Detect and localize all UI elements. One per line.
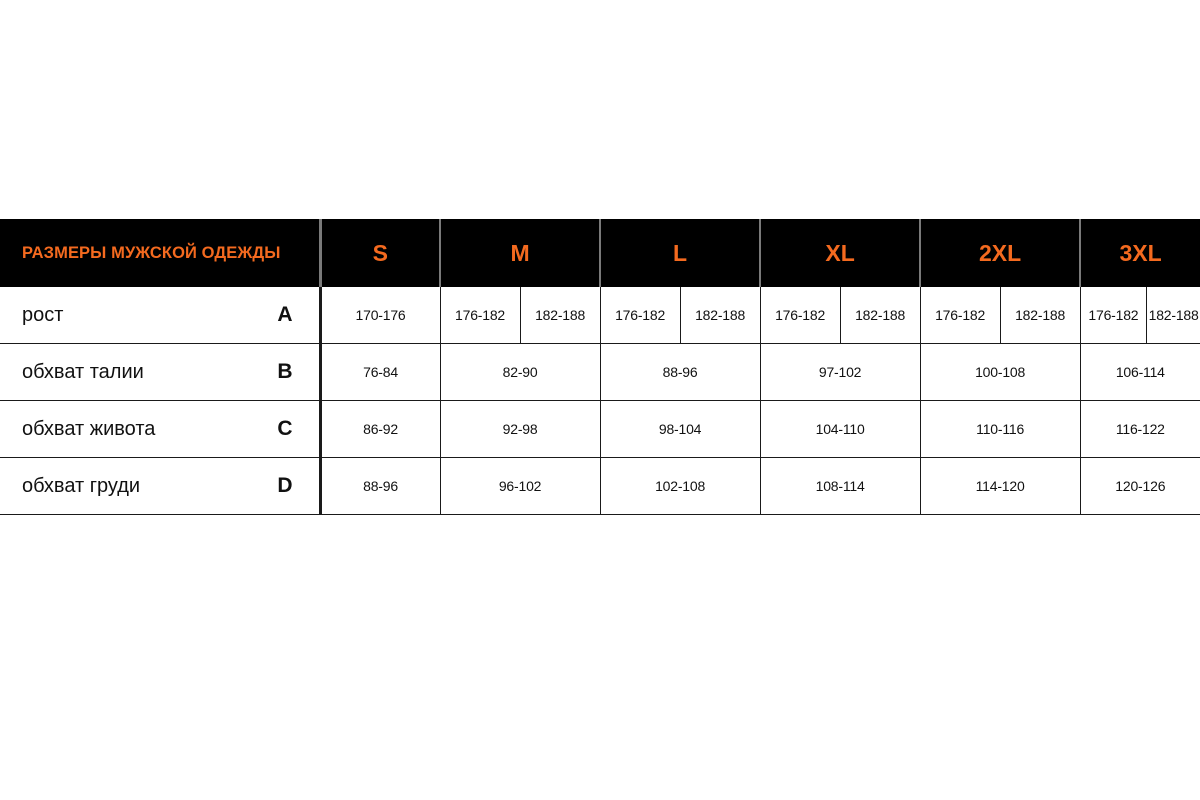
table-cell: 176-182 bbox=[760, 287, 840, 344]
row-label: рост bbox=[22, 303, 64, 326]
row-label-cell bbox=[0, 401, 320, 458]
table-row-waist bbox=[0, 344, 1200, 401]
row-letter: B bbox=[277, 360, 293, 383]
table-title: РАЗМЕРЫ МУЖСКОЙ ОДЕЖДЫ bbox=[0, 219, 320, 287]
table-cell: 182-188 bbox=[520, 287, 600, 344]
table-cell: 110-116 bbox=[920, 401, 1080, 458]
table-cell: 176-182 bbox=[600, 287, 680, 344]
table-cell: 176-182 bbox=[440, 287, 520, 344]
table-cell: 170-176 bbox=[320, 287, 440, 344]
table-cell: 82-90 bbox=[440, 344, 600, 401]
table-cell: 88-96 bbox=[600, 344, 760, 401]
row-label-cell bbox=[0, 458, 320, 515]
header-row bbox=[0, 219, 1200, 287]
table-cell: 97-102 bbox=[760, 344, 920, 401]
table-cell: 182-188 bbox=[680, 287, 760, 344]
table-cell: 96-102 bbox=[440, 458, 600, 515]
table-cell: 116-122 bbox=[1080, 401, 1200, 458]
table-cell: 98-104 bbox=[600, 401, 760, 458]
row-letter: D bbox=[277, 474, 293, 497]
table-cell: 92-98 bbox=[440, 401, 600, 458]
table-cell: 176-182 bbox=[1080, 287, 1147, 344]
size-header-3xl: 3XL bbox=[1080, 219, 1200, 287]
row-label: обхват груди bbox=[22, 474, 141, 497]
table-cell: 176-182 bbox=[920, 287, 1000, 344]
size-header-2xl: 2XL bbox=[920, 219, 1080, 287]
table-cell: 120-126 bbox=[1080, 458, 1200, 515]
size-header-m: M bbox=[440, 219, 600, 287]
table-cell: 88-96 bbox=[320, 458, 440, 515]
table-row-height bbox=[0, 287, 1200, 344]
row-letter: A bbox=[277, 303, 293, 326]
table-cell: 106-114 bbox=[1080, 344, 1200, 401]
table-cell: 108-114 bbox=[760, 458, 920, 515]
row-label-cell bbox=[0, 287, 320, 344]
table-row-belly bbox=[0, 401, 1200, 458]
row-label: обхват живота bbox=[22, 417, 156, 440]
table-cell: 182-188 bbox=[1000, 287, 1080, 344]
table-cell: 104-110 bbox=[760, 401, 920, 458]
table-cell: 86-92 bbox=[320, 401, 440, 458]
size-header-l: L bbox=[600, 219, 760, 287]
table-cell: 76-84 bbox=[320, 344, 440, 401]
row-label-cell bbox=[0, 344, 320, 401]
size-chart bbox=[0, 219, 1200, 515]
size-table bbox=[0, 219, 1200, 515]
row-letter: C bbox=[277, 417, 293, 440]
size-header-s: S bbox=[320, 219, 440, 287]
table-cell: 114-120 bbox=[920, 458, 1080, 515]
size-header-xl: XL bbox=[760, 219, 920, 287]
table-cell: 100-108 bbox=[920, 344, 1080, 401]
table-cell: 102-108 bbox=[600, 458, 760, 515]
table-row-chest bbox=[0, 458, 1200, 515]
row-label: обхват талии bbox=[22, 360, 144, 383]
table-cell: 182-188 bbox=[1147, 287, 1200, 344]
table-cell: 182-188 bbox=[840, 287, 920, 344]
